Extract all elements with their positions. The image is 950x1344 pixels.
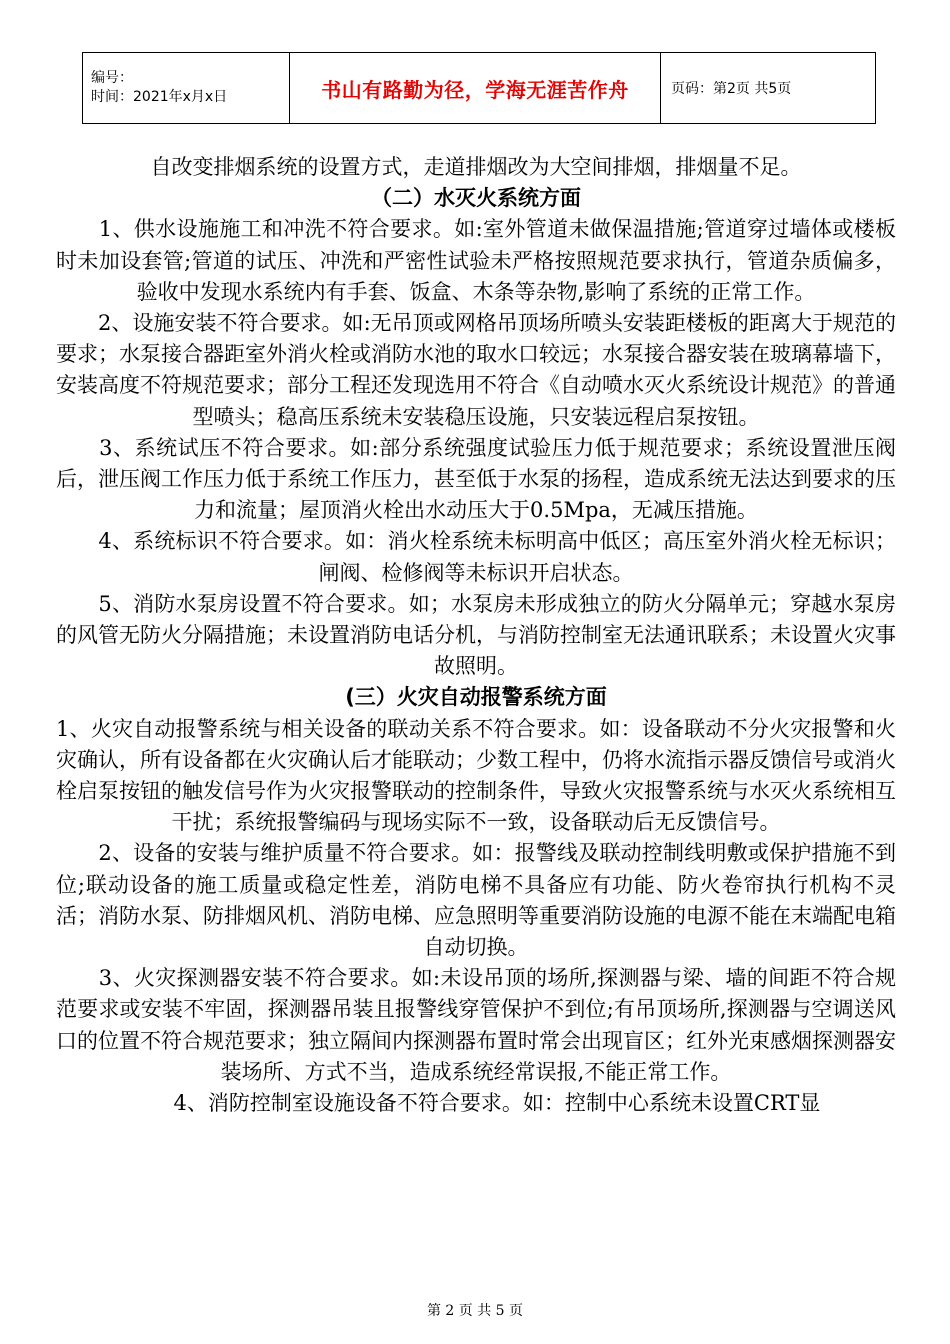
page-footer: 第 2 页 共 5 页 (426, 1303, 524, 1319)
header-page-info: 页码：第2页 共5页 (661, 53, 876, 124)
paragraph: 自改变排烟系统的设置方式，走道排烟改为大空间排烟，排烟量不足。 (150, 155, 802, 179)
section-heading-water: （二）水灭火系统方面 (371, 186, 581, 211)
header-motto: 书山有路勤为径，学海无涯苦作舟 (290, 53, 661, 124)
paragraph: 3、火灾探测器安装不符合要求。如:未设吊顶的场所,探测器与梁、墙的间距不符合规范要求或安装不牢固，探测器吊装且报警线穿管保护不到位;有吊顶场所,探测器与空调送风口的位置不符合规范要求；独立隔间内探测器布置时常会出现盲区；红外光束感烟探测器安装场所、方式不当，造成系统经常误报,不能正常工作。 (56, 966, 896, 1084)
document-number-label: 编号： (91, 70, 133, 86)
paragraph: 5、消防水泵房设置不符合要求。如；水泵房未形成独立的防火分隔单元；穿越水泵房的风管无防火分隔措施；未设置消防电话分机，与消防控制室无法通讯联系；未设置火灾事故照明。 (56, 591, 896, 679)
paragraph: 4、消防控制室设施设备不符合要求。如：控制中心系统未设置CRT显 (131, 1091, 821, 1116)
document-body (56, 152, 896, 1119)
paragraph: 1、供水设施施工和冲洗不符合要求。如:室外管道未做保温措施;管道穿过墙体或楼板时未加设套管;管道的试压、冲洗和严密性试验未严格按照规范要求执行，管道杂质偏多，验收中发现水系统内有手套、饭盒、木条等杂物,影响了系统的正常工作。 (56, 217, 896, 304)
document-header (82, 52, 876, 124)
paragraph: 4、系统标识不符合要求。如：消火栓系统未标明高中低区；高压室外消火栓无标识；闸阀、检修阀等未标识开启状态。 (56, 529, 896, 585)
document-time-label: 时间：2021年x月x日 (91, 89, 228, 105)
paragraph: 3、系统试压不符合要求。如:部分系统强度试验压力低于规范要求；系统设置泄压阀后，泄压阀工作压力低于系统工作压力，甚至低于水泵的扬程，造成系统无法达到要求的压力和流量；屋顶消火栓出水动压大于0.5Mpa，无减压措施。 (56, 435, 896, 523)
section-heading-alarm: (三）火灾自动报警系统方面 (345, 685, 607, 710)
paragraph: 1、火灾自动报警系统与相关设备的联动关系不符合要求。如：设备联动不分火灾报警和火灾确认，所有设备都在火灾确认后才能联动；少数工程中，仍将水流指示器反馈信号或消火栓启泵按钮的触发信号作为火灾报警联动的控制条件，导致火灾报警系统与水灭火系统相互干扰；系统报警编码与现场实际不一致，设备联动后无反馈信号。 (56, 716, 896, 835)
paragraph: 2、设备的安装与维护质量不符合要求。如：报警线及联动控制线明敷或保护措施不到位;联动设备的施工质量或稳定性差，消防电梯不具备应有功能、防火卷帘执行机构不灵活；消防水泵、防排烟风机、消防电梯、应急照明等重要消防设施的电源不能在末端配电箱自动切换。 (56, 841, 896, 960)
header-meta-cell (83, 53, 290, 124)
paragraph: 2、设施安装不符合要求。如:无吊顶或网格吊顶场所喷头安装距楼板的距离大于规范的要求；水泵接合器距室外消火栓或消防水池的取水口较远；水泵接合器安装在玻璃幕墙下，安装高度不符规范要求；部分工程还发现选用不符合《自动喷水灭火系统设计规范》的普通型喷头；稳高压系统未安装稳压设施，只安装远程启泵按钮。 (56, 311, 896, 429)
